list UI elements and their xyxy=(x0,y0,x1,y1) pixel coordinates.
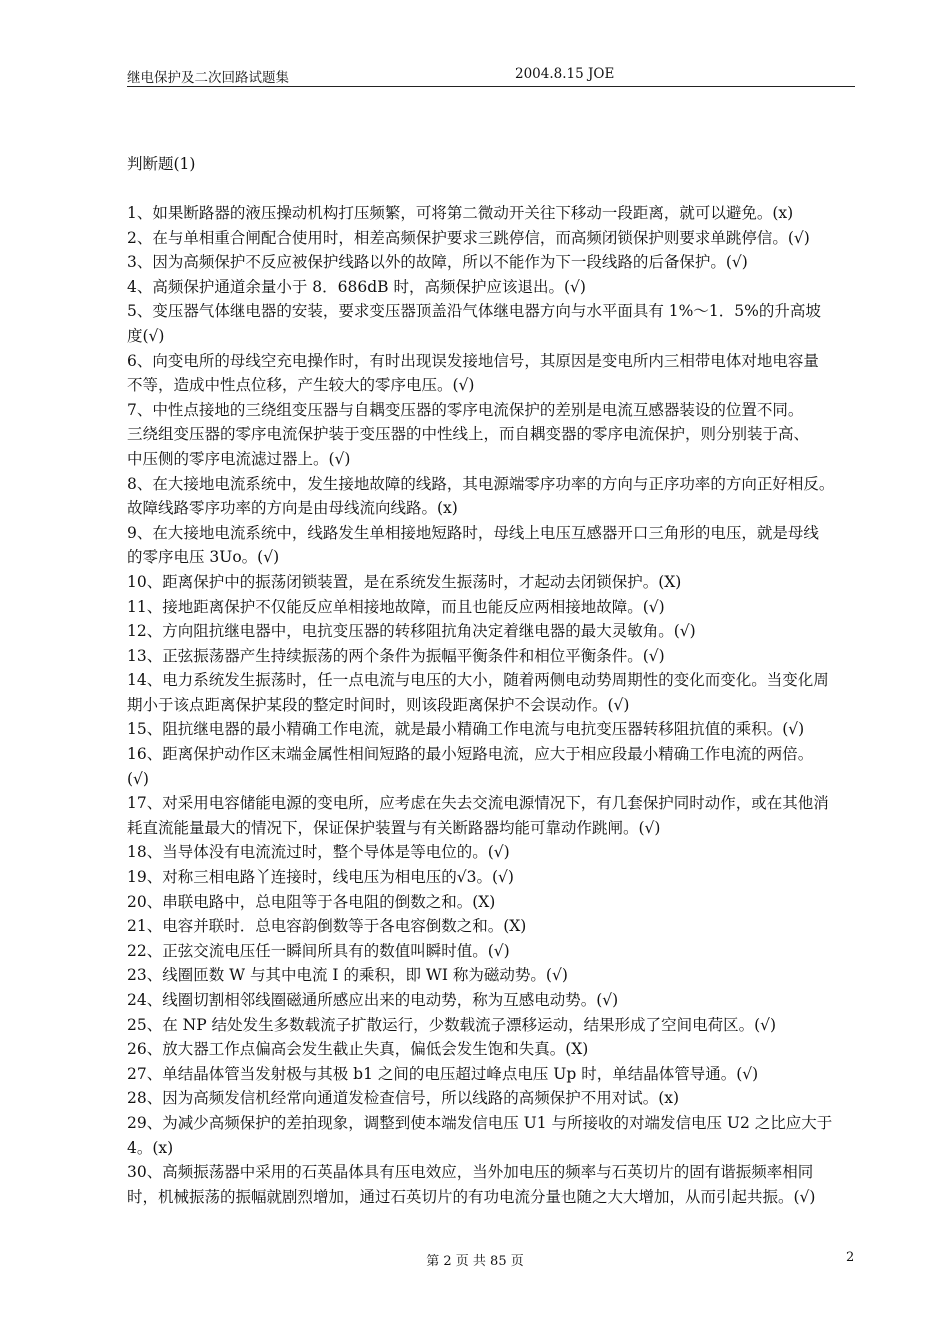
question-line: 时，机械振荡的振幅就剧烈增加，通过石英切片的有功电流分量也随之大大增加，从而引起共振。(√) xyxy=(127,1187,816,1206)
question-line: 15、阻抗继电器的最小精确工作电流，就是最小精确工作电流与电抗变压器转移阻抗值的乘积。(√) xyxy=(127,720,805,739)
question-line: 三绕组变压器的零序电流保护装于变压器的中性线上，而自耦变器的零序电流保护，则分别装于高、 xyxy=(127,425,810,444)
header-date-author: 2004.8.15 JOE xyxy=(515,66,615,82)
question-line: 9、在大接地电流系统中，线路发生单相接地短路时，母线上电压互感器开口三角形的电压，就是母线 xyxy=(127,523,819,542)
question-line: 耗直流能量最大的情况下，保证保护装置与有关断路器均能可靠动作跳闸。(√) xyxy=(127,818,661,837)
question-line: 5、变压器气体继电器的安装，要求变压器顶盖沿气体继电器方向与水平面具有 1%～1．5%的升高坡 xyxy=(127,302,821,321)
question-line: 12、方向阻抗继电器中，电抗变压器的转移阻抗角决定着继电器的最大灵敏角。(√) xyxy=(127,622,696,641)
question-line: 27、单结晶体管当发射极与其极 b1 之间的电压超过峰点电压 Up 时，单结晶体管导通。(√) xyxy=(127,1064,759,1083)
question-line: 29、为减少高频保护的差拍现象，调整到使本端发信电压 U1 与所接收的对端发信电压 U2 之比应大于 xyxy=(127,1113,833,1132)
question-line: 8、在大接地电流系统中，发生接地故障的线路，其电源端零序功率的方向与正序功率的方向正好相反。 xyxy=(127,474,835,493)
question-line: 17、对采用电容储能电源的变电所，应考虑在失去交流电源情况下，有几套保护同时动作，或在其他消 xyxy=(127,794,829,813)
question-line: 24、线圈切割相邻线圈磁通所感应出来的电动势，称为互感电动势。(√) xyxy=(127,991,619,1009)
question-line: 26、放大器工作点偏高会发生截止失真，偏低会发生饱和失真。(X) xyxy=(127,1040,589,1059)
question-line: 13、正弦振荡器产生持续振荡的两个条件为振幅平衡条件和相位平衡条件。(√) xyxy=(127,646,665,665)
question-line: 10、距离保护中的振荡闭锁装置，是在系统发生振荡时，才起动去闭锁保护。(X) xyxy=(127,572,682,591)
question-line: 1、如果断路器的液压操动机构打压频繁，可将第二微动开关往下移动一段距离，就可以避免。(x) xyxy=(127,204,794,222)
question-line: 11、接地距离保护不仅能反应单相接地故障，而且也能反应两相接地故障。(√) xyxy=(127,597,665,616)
question-line: 6、向变电所的母线空充电操作时，有时出现误发接地信号，其原因是变电所内三相带电体对地电容量 xyxy=(127,351,819,370)
question-line: 16、距离保护动作区末端金属性相间短路的最小短路电流，应大于相应段最小精确工作电流的两倍。 xyxy=(127,745,814,764)
footer-page-number: 2 xyxy=(846,1250,855,1265)
section-title: 判断题(1) xyxy=(127,155,196,173)
question-list xyxy=(127,201,865,1209)
question-line: 中压侧的零序电流滤过器上。(√) xyxy=(127,449,351,468)
question-line: 30、高频振荡器中采用的石英晶体具有压电效应，当外加电压的频率与石英切片的固有谐振频率相同 xyxy=(127,1163,814,1182)
question-line: 期小于该点距离保护某段的整定时间时，则该段距离保护不会误动作。(√) xyxy=(127,695,630,714)
question-line: 21、电容并联时．总电容韵倒数等于各电容倒数之和。(X) xyxy=(127,917,527,936)
question-line: 4。(x) xyxy=(127,1138,174,1157)
question-line: 的零序电压 3Uo。(√) xyxy=(127,548,280,567)
question-line: 19、对称三相电路丫连接时，线电压为相电压的√3。(√) xyxy=(127,868,514,887)
question-line: 23、线圈匝数 W 与其中电流 I 的乘积，即 WI 称为磁动势。(√) xyxy=(127,966,568,985)
question-line: 22、正弦交流电压任一瞬间所具有的数值叫瞬时值。(√) xyxy=(127,941,510,960)
question-line: 25、在 NP 结处发生多数载流子扩散运行，少数载流子漂移运动，结果形成了空间电荷区。(√) xyxy=(127,1015,777,1034)
question-line: 7、中性点接地的三绕组变压器与自耦变压器的零序电流保护的差别是电流互感器装设的位置不同。 xyxy=(127,400,804,419)
question-line: 28、因为高频发信机经常向通道发检查信号，所以线路的高频保护不用对试。(x) xyxy=(127,1089,680,1108)
question-line: 故障线路零序功率的方向是由母线流向线路。(x) xyxy=(127,499,458,518)
footer-page-info: 第 2 页 共 85 页 xyxy=(426,1254,524,1269)
question-line: 不等，造成中性点位移，产生较大的零序电压。(√) xyxy=(127,376,475,395)
question-line: 18、当导体没有电流流过时，整个导体是等电位的。(√) xyxy=(127,843,510,862)
header-title: 继电保护及二次回路试题集 xyxy=(127,70,289,86)
question-line: 20、串联电路中，总电阻等于各电阻的倒数之和。(X) xyxy=(127,892,496,911)
question-line: (√) xyxy=(127,769,149,788)
question-line: 2、在与单相重合闸配合使用时，相差高频保护要求三跳停信，而高频闭锁保护则要求单跳停信。(√) xyxy=(127,228,810,247)
question-line: 4、高频保护通道余量小于 8．686dB 时，高频保护应该退出。(√) xyxy=(127,277,586,296)
page-header xyxy=(127,62,855,87)
question-line: 度(√) xyxy=(127,326,165,345)
question-line: 14、电力系统发生振荡时，任一点电流与电压的大小，随着两侧电动势周期性的变化而变化。当变化周 xyxy=(127,671,829,690)
question-line: 3、因为高频保护不反应被保护线路以外的故障，所以不能作为下一段线路的后备保护。(√) xyxy=(127,253,748,272)
